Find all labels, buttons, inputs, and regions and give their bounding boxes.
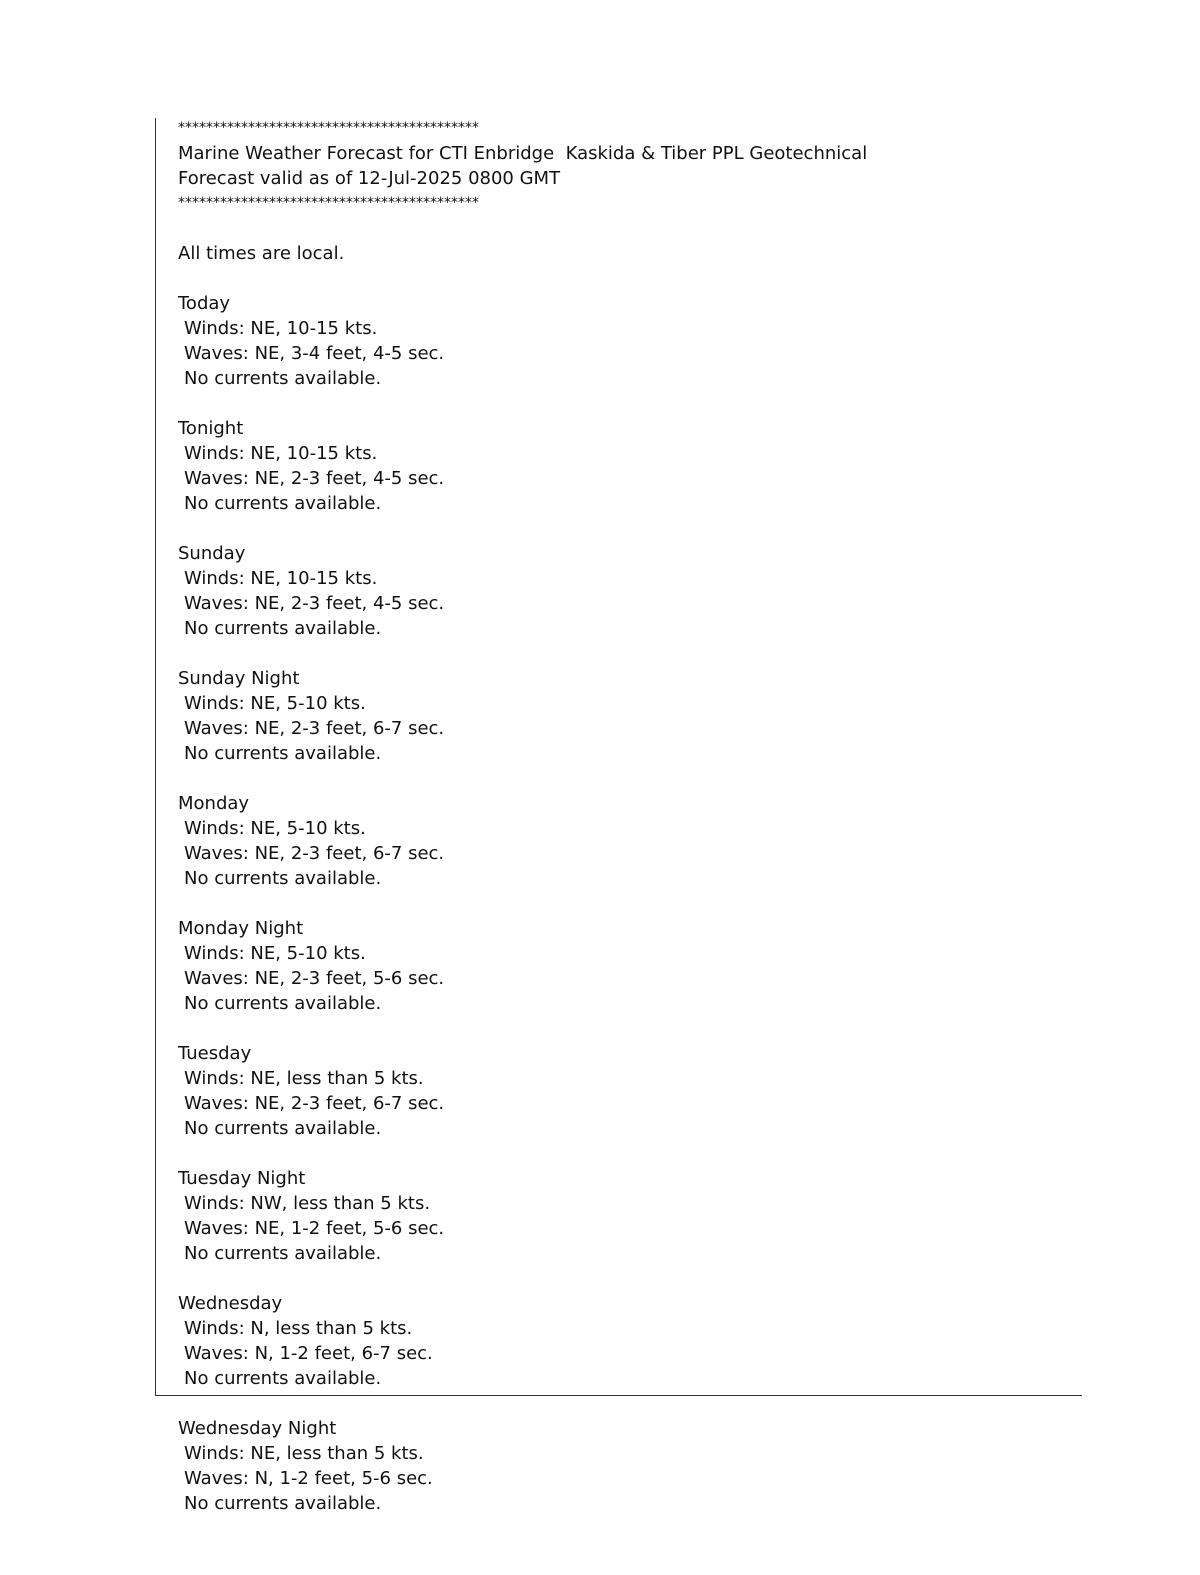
period-winds: Winds: NW, less than 5 kts. — [184, 1193, 431, 1214]
spacer — [178, 1016, 1078, 1041]
spacer — [178, 516, 1078, 541]
spacer — [178, 391, 1078, 416]
period-winds: Winds: NE, less than 5 kts. — [184, 1443, 424, 1464]
period-waves: Waves: N, 1-2 feet, 5-6 sec. — [184, 1468, 433, 1489]
period-block — [178, 891, 1078, 1016]
period-currents: No currents available. — [184, 993, 382, 1014]
forecast-title: Marine Weather Forecast for CTI Enbridge Kaskida & Tiber PPL Geotechnical — [178, 143, 868, 164]
spacer — [178, 216, 1078, 241]
period-name: Tuesday — [178, 1043, 252, 1064]
spacer — [178, 1141, 1078, 1166]
period-block — [178, 1016, 1078, 1141]
period-currents: No currents available. — [184, 1118, 382, 1139]
period-name: Tuesday Night — [178, 1168, 306, 1189]
period-waves: Waves: NE, 2-3 feet, 5-6 sec. — [184, 968, 445, 989]
period-winds: Winds: NE, 5-10 kts. — [184, 943, 366, 964]
period-name: Wednesday Night — [178, 1418, 337, 1439]
period-currents: No currents available. — [184, 868, 382, 889]
period-name: Tonight — [178, 418, 244, 439]
period-currents: No currents available. — [184, 1368, 382, 1389]
period-block — [178, 766, 1078, 891]
period-block — [178, 266, 1078, 391]
period-block — [178, 516, 1078, 641]
period-name: Monday — [178, 793, 250, 814]
period-currents: No currents available. — [184, 1243, 382, 1264]
period-winds: Winds: NE, 10-15 kts. — [184, 443, 378, 464]
period-block — [178, 391, 1078, 516]
period-waves: Waves: N, 1-2 feet, 6-7 sec. — [184, 1343, 433, 1364]
period-currents: No currents available. — [184, 743, 382, 764]
period-winds: Winds: NE, 5-10 kts. — [184, 693, 366, 714]
spacer — [178, 766, 1078, 791]
forecast-valid-time: Forecast valid as of 12-Jul-2025 0800 GMT — [178, 168, 561, 189]
period-block — [178, 1266, 1078, 1391]
header-stars-top: ******************************************* — [178, 120, 479, 136]
period-winds: Winds: NE, 10-15 kts. — [184, 568, 378, 589]
header-stars-bottom: ******************************************* — [178, 195, 479, 211]
period-currents: No currents available. — [184, 493, 382, 514]
period-block — [178, 641, 1078, 766]
spacer — [178, 641, 1078, 666]
period-list — [178, 266, 1078, 1516]
spacer — [178, 1266, 1078, 1291]
period-winds: Winds: NE, 10-15 kts. — [184, 318, 378, 339]
forecast-document — [178, 116, 1078, 1516]
period-winds: Winds: NE, 5-10 kts. — [184, 818, 366, 839]
period-waves: Waves: NE, 2-3 feet, 6-7 sec. — [184, 843, 445, 864]
period-block — [178, 1391, 1078, 1516]
period-winds: Winds: N, less than 5 kts. — [184, 1318, 413, 1339]
spacer — [178, 1391, 1078, 1416]
period-name: Monday Night — [178, 918, 304, 939]
period-currents: No currents available. — [184, 618, 382, 639]
period-waves: Waves: NE, 3-4 feet, 4-5 sec. — [184, 343, 445, 364]
period-waves: Waves: NE, 2-3 feet, 6-7 sec. — [184, 1093, 445, 1114]
period-currents: No currents available. — [184, 1493, 382, 1514]
times-note: All times are local. — [178, 243, 345, 264]
period-winds: Winds: NE, less than 5 kts. — [184, 1068, 424, 1089]
period-name: Today — [178, 293, 231, 314]
period-name: Wednesday — [178, 1293, 283, 1314]
period-waves: Waves: NE, 2-3 feet, 6-7 sec. — [184, 718, 445, 739]
period-name: Sunday Night — [178, 668, 300, 689]
period-waves: Waves: NE, 2-3 feet, 4-5 sec. — [184, 468, 445, 489]
period-name: Sunday — [178, 543, 246, 564]
spacer — [178, 891, 1078, 916]
period-block — [178, 1141, 1078, 1266]
period-waves: Waves: NE, 2-3 feet, 4-5 sec. — [184, 593, 445, 614]
frame-left-border — [155, 118, 156, 1396]
period-waves: Waves: NE, 1-2 feet, 5-6 sec. — [184, 1218, 445, 1239]
period-currents: No currents available. — [184, 368, 382, 389]
spacer — [178, 266, 1078, 291]
